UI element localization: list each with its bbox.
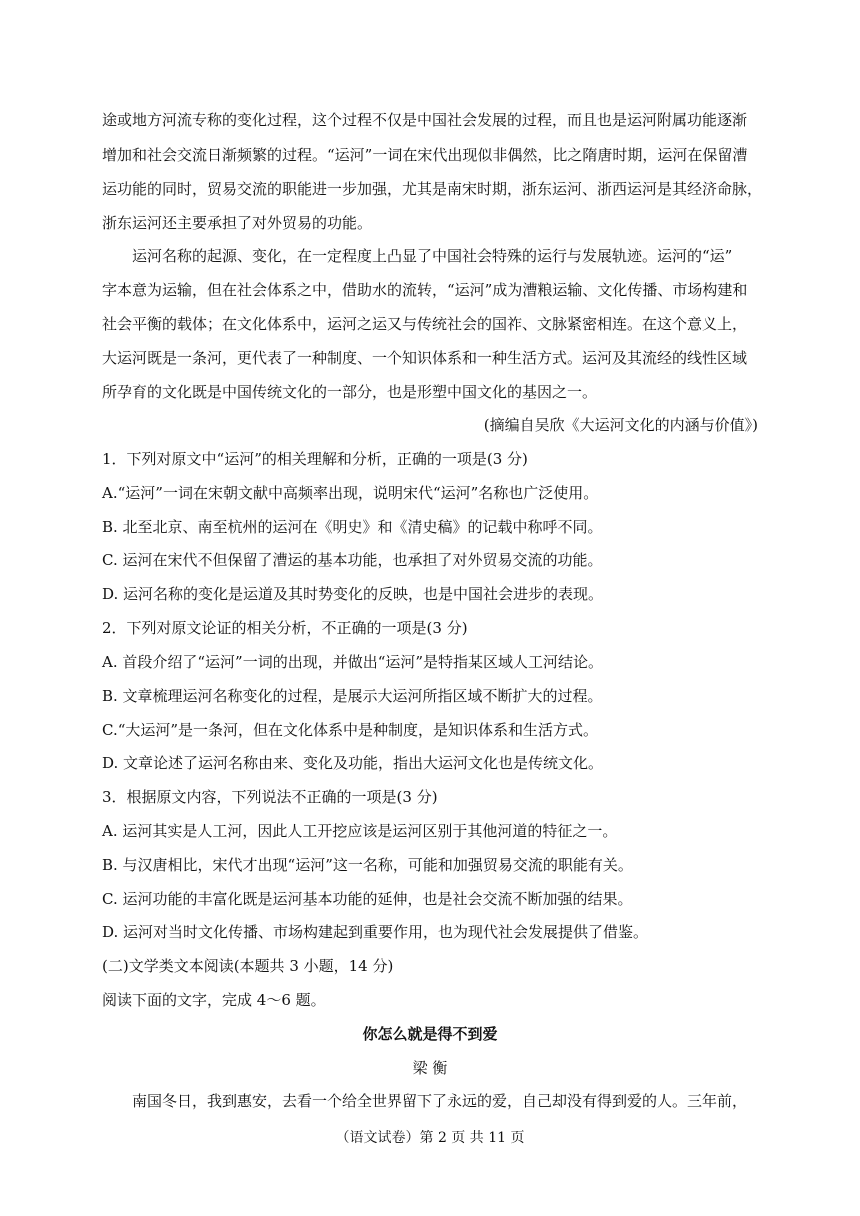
question-option: D. 文章论述了运河名称由来、变化及功能，指出大运河文化也是传统文化。: [102, 754, 604, 772]
question-option: B. 与汉唐相比，宋代才出现“运河”这一名称，可能和加强贸易交流的职能有关。: [102, 856, 633, 874]
passage-line: 所孕育的文化既是中国传统文化的一部分，也是形塑中国文化的基因之一。: [102, 383, 598, 401]
question-option: A. 首段介绍了“运河”一词的出现，并做出“运河”是特指某区域人工河结论。: [102, 653, 604, 671]
page-footer: （语文试卷）第 2 页 共 11 页: [335, 1130, 525, 1146]
story-author: 梁 衡: [412, 1059, 448, 1077]
section-instruction: 阅读下面的文字，完成 4～6 题。: [102, 991, 326, 1009]
question-option: C. 运河在宋代不但保留了漕运的基本功能，也承担了对外贸易交流的功能。: [102, 551, 603, 569]
passage-line: 社会平衡的载体；在文化体系中，运河之运又与传统社会的国祚、文脉紧密相连。在这个意义上，: [102, 315, 748, 333]
passage-line: 字本意为运输，但在社会体系之中，借助水的流转，“运河”成为漕粮运输、文化传播、市场构建和: [102, 281, 748, 299]
passage-line: 浙东运河还主要承担了对外贸易的功能。: [102, 214, 373, 232]
question-option: B. 文章梳理运河名称变化的过程，是展示大运河所指区域不断扩大的过程。: [102, 687, 603, 705]
question-stem: 1．下列对原文中“运河”的相关理解和分析，正确的一项是(3 分): [102, 450, 528, 468]
story-first-line: 南国冬日，我到惠安，去看一个给全世界留下了永远的爱，自己却没有得到爱的人。三年前，: [132, 1092, 748, 1110]
passage-line: 途或地方河流专称的变化过程，这个过程不仅是中国社会发展的过程，而且也是运河附属功能逐渐: [102, 111, 748, 129]
question-option: A.“运河”一词在宋朝文献中高频率出现，说明宋代“运河”名称也广泛使用。: [102, 484, 599, 502]
question-option: C.“大运河”是一条河，但在文化体系中是种制度，是知识体系和生活方式。: [102, 721, 599, 739]
question-option: D. 运河名称的变化是运道及其时势变化的反映，也是中国社会进步的表现。: [102, 585, 604, 603]
question-option: C. 运河功能的丰富化既是运河基本功能的延伸，也是社会交流不断加强的结果。: [102, 890, 633, 908]
passage-line: 运功能的同时，贸易交流的职能进一步加强，尤其是南宋时期，浙东运河、浙西运河是其经济命脉，: [102, 180, 763, 198]
story-title: 你怎么就是得不到爱: [362, 1025, 498, 1043]
question-option: B. 北至北京、南至杭州的运河在《明史》和《清史稿》的记载中称呼不同。: [102, 518, 603, 536]
question-option: A. 运河其实是人工河，因此人工开挖应该是运河区别于其他河道的特征之一。: [102, 822, 618, 840]
passage-line: 大运河既是一条河，更代表了一种制度、一个知识体系和一种生活方式。运河及其流经的线性区域: [102, 349, 748, 367]
section-heading: (二)文学类文本阅读(本题共 3 小题，14 分): [102, 957, 394, 975]
question-option: D. 运河对当时文化传播、市场构建起到重要作用，也为现代社会发展提供了借鉴。: [102, 923, 649, 941]
question-stem: 3．根据原文内容，下列说法不正确的一项是(3 分): [102, 788, 438, 806]
passage-line: 运河名称的起源、变化，在一定程度上凸显了中国社会特殊的运行与发展轨迹。运河的“运”: [132, 247, 733, 265]
passage-line: 增加和社会交流日渐频繁的过程。“运河”一词在宋代出现似非偶然，比之隋唐时期，运河在保留漕: [102, 146, 748, 164]
source-citation: (摘编自吴欣《大运河文化的内涵与价值》): [483, 416, 758, 434]
question-stem: 2．下列对原文论证的相关分析，不正确的一项是(3 分): [102, 619, 468, 637]
